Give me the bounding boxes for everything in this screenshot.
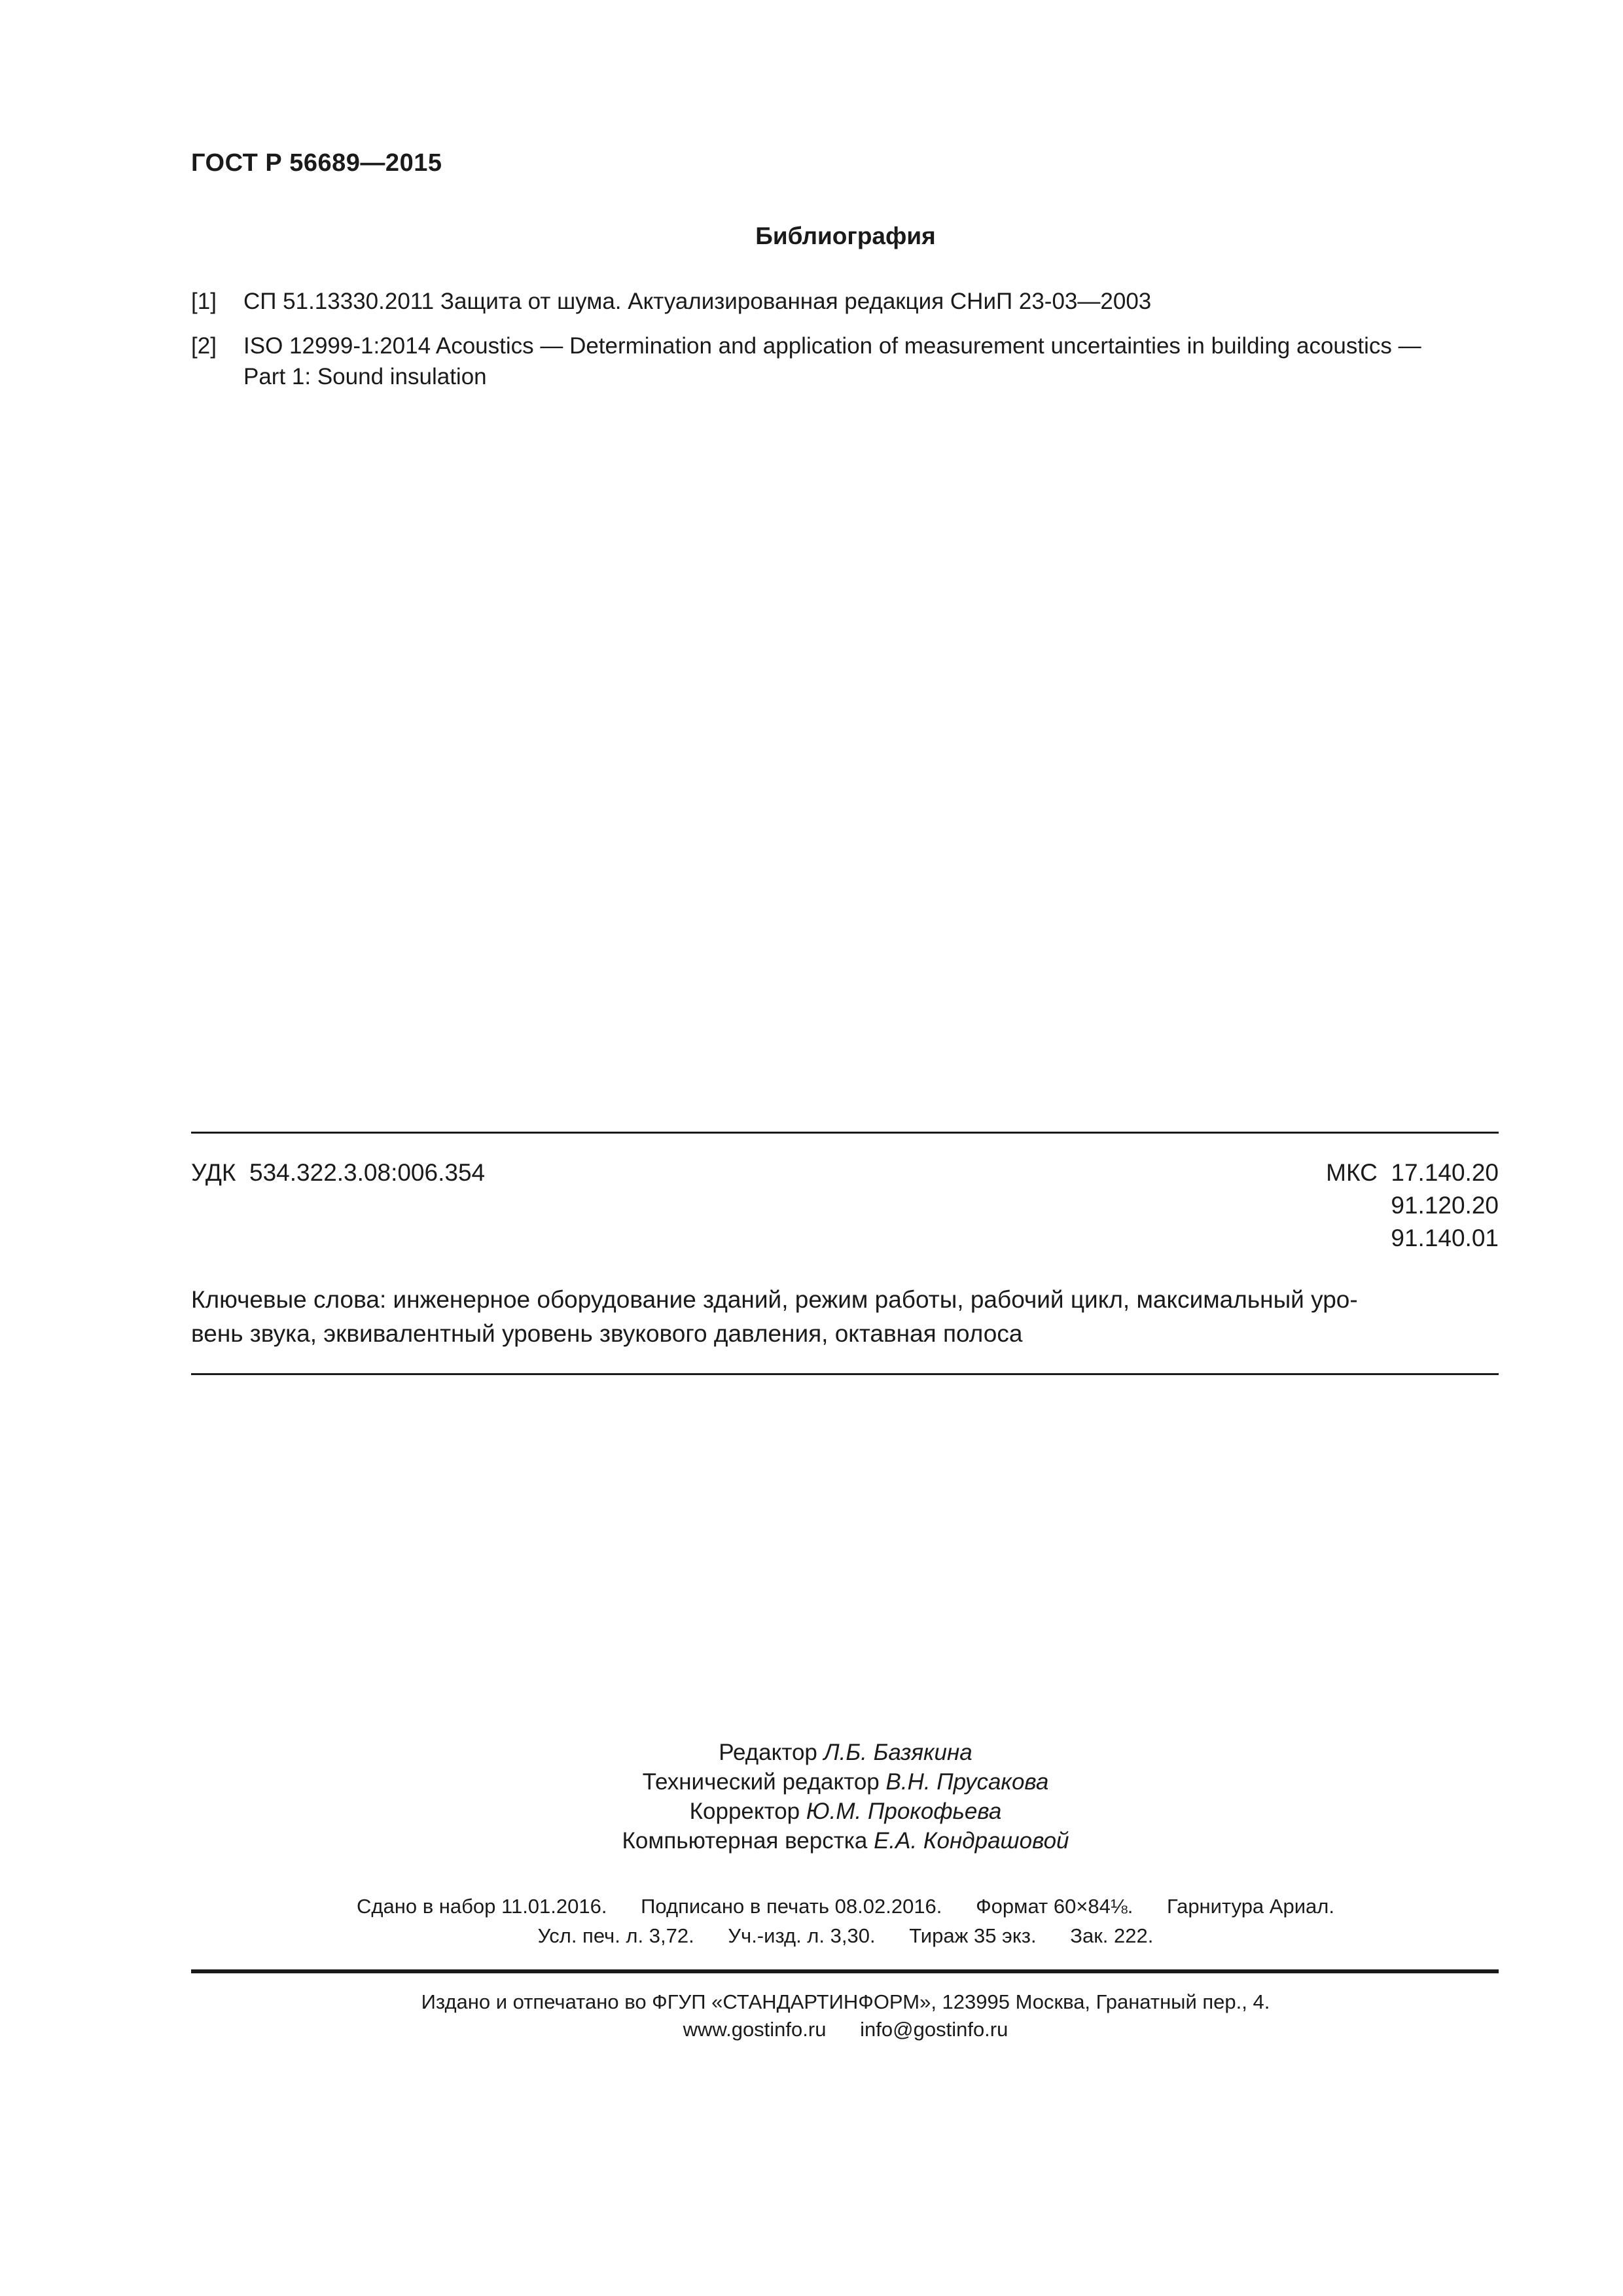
bibliography-item-number: [2] <box>191 333 217 359</box>
keywords <box>191 1283 1500 1351</box>
publisher-contacts <box>191 2016 1500 2043</box>
keywords-line: Ключевые слова: инженерное оборудование зданий, режим работы, рабочий цикл, максимальный уро- <box>191 1286 1358 1313</box>
document-number: ГОСТ Р 56689—2015 <box>191 149 442 177</box>
credit-line <box>191 1826 1500 1856</box>
divider-thick <box>191 1969 1499 1973</box>
bibliography-item-text <box>243 331 1500 392</box>
divider <box>191 1132 1499 1134</box>
bibliography-item-text: СП 51.13330.2011 Защита от шума. Актуализированная редакция СНиП 23-03—2003 <box>243 289 1152 314</box>
credit-name: В.Н. Прусакова <box>885 1769 1049 1795</box>
credit-role: Компьютерная верстка <box>622 1828 868 1854</box>
print-info-line: Сдано в набор 11.01.2016. Подписано в печать 08.02.2016. Формат 60×84⅛. Гарнитура Ариал. <box>357 1895 1334 1918</box>
credit-line <box>191 1738 1500 1767</box>
publisher-line: Издано и отпечатано во ФГУП «СТАНДАРТИНФОРМ», 123995 Москва, Гранатный пер., 4. <box>421 1990 1270 2013</box>
credits <box>191 1738 1500 1856</box>
credit-line <box>191 1767 1500 1797</box>
credit-role: Технический редактор <box>642 1769 880 1795</box>
mks-label: МКС <box>1326 1159 1378 1186</box>
udc-code <box>191 1157 485 1189</box>
udc-value: 534.322.3.08:006.354 <box>249 1159 486 1186</box>
bibliography-title: Библиография <box>755 223 936 249</box>
publisher-website: www.gostinfo.ru <box>683 2018 827 2041</box>
mks-codes <box>1326 1157 1499 1255</box>
keywords-line: вень звука, эквивалентный уровень звукового давления, октавная полоса <box>191 1320 1023 1347</box>
bibliography-item <box>191 331 1500 396</box>
credit-role: Корректор <box>689 1799 800 1824</box>
mks-value: 17.140.20 <box>1391 1159 1499 1186</box>
print-info-line: Усл. печ. л. 3,72. Уч.-изд. л. 3,30. Тираж 35 экз. Зак. 222. <box>537 1924 1154 1947</box>
credit-name: Л.Б. Базякина <box>823 1740 972 1765</box>
bibliography-item <box>191 286 1500 319</box>
divider <box>191 1373 1499 1375</box>
bibliography-item-number: [1] <box>191 289 217 314</box>
credit-line <box>191 1797 1500 1826</box>
bibliography-item-line: Part 1: Sound insulation <box>243 364 487 389</box>
bibliography-item-line: ISO 12999-1:2014 Acoustics — Determination and application of measurement uncertainties in building acoustics — <box>243 333 1421 359</box>
publisher-email: info@gostinfo.ru <box>860 2018 1008 2041</box>
mks-value: 91.140.01 <box>1391 1225 1499 1251</box>
credit-name: Ю.М. Прокофьева <box>806 1799 1002 1824</box>
credit-name: Е.А. Кондрашовой <box>874 1828 1069 1854</box>
mks-value: 91.120.20 <box>1391 1192 1499 1219</box>
udc-label: УДК <box>191 1159 236 1186</box>
credit-role: Редактор <box>719 1740 817 1765</box>
mks-row <box>1326 1157 1499 1189</box>
